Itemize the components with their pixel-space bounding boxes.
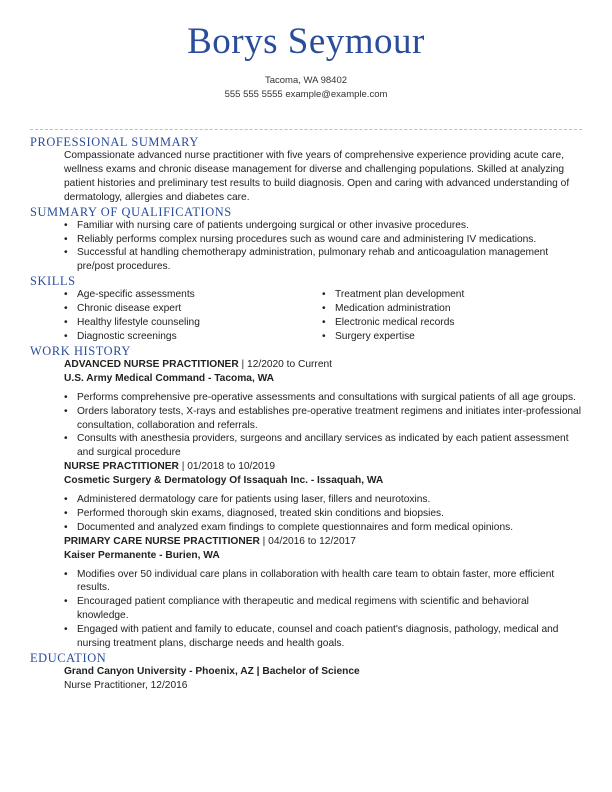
summary-text: Compassionate advanced nurse practitioner with five years of comprehensive experience providing acute care, wellness exams and chronic disease management for diverse and challenging populations. Skilled at analyzing patient histories and preliminary test results to build diagnosis. Open and caring with advanced understanding of dermatology, allergies and diabetes care. <box>64 150 570 203</box>
skill-item: • Electronic medical records <box>322 316 580 330</box>
list-item: • Reliably performs complex nursing procedures such as wound care and administering IV medications. <box>64 233 582 247</box>
skill-item: • Age-specific assessments <box>64 288 322 302</box>
list-item: • Engaged with patient and family to educate, counsel and coach patient's diagnosis, pathology, medical and nursing treatment plans, discharge needs and health goals. <box>64 623 582 651</box>
section-skills <box>30 274 582 344</box>
job-bullets <box>64 568 582 651</box>
skill-item: • Healthy lifestyle counseling <box>64 316 322 330</box>
job-heading <box>64 358 582 372</box>
skill-item: • Diagnostic screenings <box>64 330 322 344</box>
list-item: • Successful at handling chemotherapy administration, pulmonary rehab and anticoagulation management pre/post procedures. <box>64 246 582 274</box>
skill-item: • Surgery expertise <box>322 330 580 344</box>
contact-address: Tacoma, WA 98402 <box>264 75 348 86</box>
job-dates: | 12/2020 to Current <box>238 358 332 370</box>
list-item: • Orders laboratory tests, X-rays and establishes pre-operative treatment regimens and initiates inter-professional consultation, collaboration and referrals. <box>64 405 582 433</box>
job-entry <box>30 535 582 651</box>
section-qualifications <box>30 205 582 275</box>
header-divider <box>30 129 582 130</box>
list-item: • Encouraged patient compliance with therapeutic and medical regimens with scientific and behavioral knowledge. <box>64 595 582 623</box>
qualifications-list <box>30 219 582 275</box>
job-employer: Cosmetic Surgery & Dermatology Of Issaquah Inc. - Issaquah, WA <box>64 475 384 487</box>
job-entry <box>30 358 582 460</box>
contact-phone-email: 555 555 5555 example@example.com <box>224 89 388 100</box>
section-work-history <box>30 344 582 651</box>
list-item: • Modifies over 50 individual care plans in collaboration with health care team to obtain faster, more efficient results. <box>64 568 582 596</box>
job-employer: U.S. Army Medical Command - Tacoma, WA <box>64 372 275 384</box>
section-title: SUMMARY OF QUALIFICATIONS <box>30 204 232 219</box>
job-entry <box>30 460 582 535</box>
skills-columns <box>30 288 582 344</box>
job-title: PRIMARY CARE NURSE PRACTITIONER <box>64 535 260 547</box>
candidate-name: Borys Seymour <box>187 21 425 62</box>
education-entry <box>30 665 582 693</box>
skills-right-column <box>322 288 580 344</box>
list-item: • Performed thorough skin exams, diagnosed, treated skin conditions and biopsies. <box>64 507 582 521</box>
skills-left-column <box>64 288 322 344</box>
job-bullets <box>64 391 582 461</box>
job-title: ADVANCED NURSE PRACTITIONER <box>64 358 239 370</box>
section-title: EDUCATION <box>30 651 107 665</box>
education-detail: Nurse Practitioner, 12/2016 <box>64 679 188 691</box>
job-dates: | 04/2016 to 12/2017 <box>259 535 356 547</box>
job-employer: Kaiser Permanente - Burien, WA <box>64 549 220 561</box>
job-heading <box>64 535 582 549</box>
list-item: • Administered dermatology care for patients using laser, fillers and neurotoxins. <box>64 493 582 507</box>
job-bullets <box>64 493 582 535</box>
skill-item: • Medication administration <box>322 302 580 316</box>
section-education <box>30 651 582 693</box>
list-item: • Performs comprehensive pre-operative assessments and consultations with surgical patients of all age groups. <box>64 391 582 405</box>
job-title: NURSE PRACTITIONER <box>64 461 179 473</box>
section-title: SKILLS <box>30 274 76 289</box>
list-item: • Consults with anesthesia providers, surgeons and ancillary services as indicated by each patient assessment and surgical procedure <box>64 432 582 460</box>
skill-item: • Chronic disease expert <box>64 302 322 316</box>
job-heading <box>64 460 582 474</box>
section-professional-summary <box>30 135 582 205</box>
section-title: PROFESSIONAL SUMMARY <box>30 135 199 149</box>
resume-content <box>30 135 582 693</box>
skill-item: • Treatment plan development <box>322 288 580 302</box>
section-title: WORK HISTORY <box>30 343 131 358</box>
list-item: • Documented and analyzed exam findings to complete questionnaires and form medical opinions. <box>64 521 582 535</box>
list-item: • Familiar with nursing care of patients undergoing surgical or other invasive procedures. <box>64 219 582 233</box>
education-school: Grand Canyon University - Phoenix, AZ | Bachelor of Science <box>64 666 360 677</box>
job-dates: | 01/2018 to 10/2019 <box>178 461 276 473</box>
